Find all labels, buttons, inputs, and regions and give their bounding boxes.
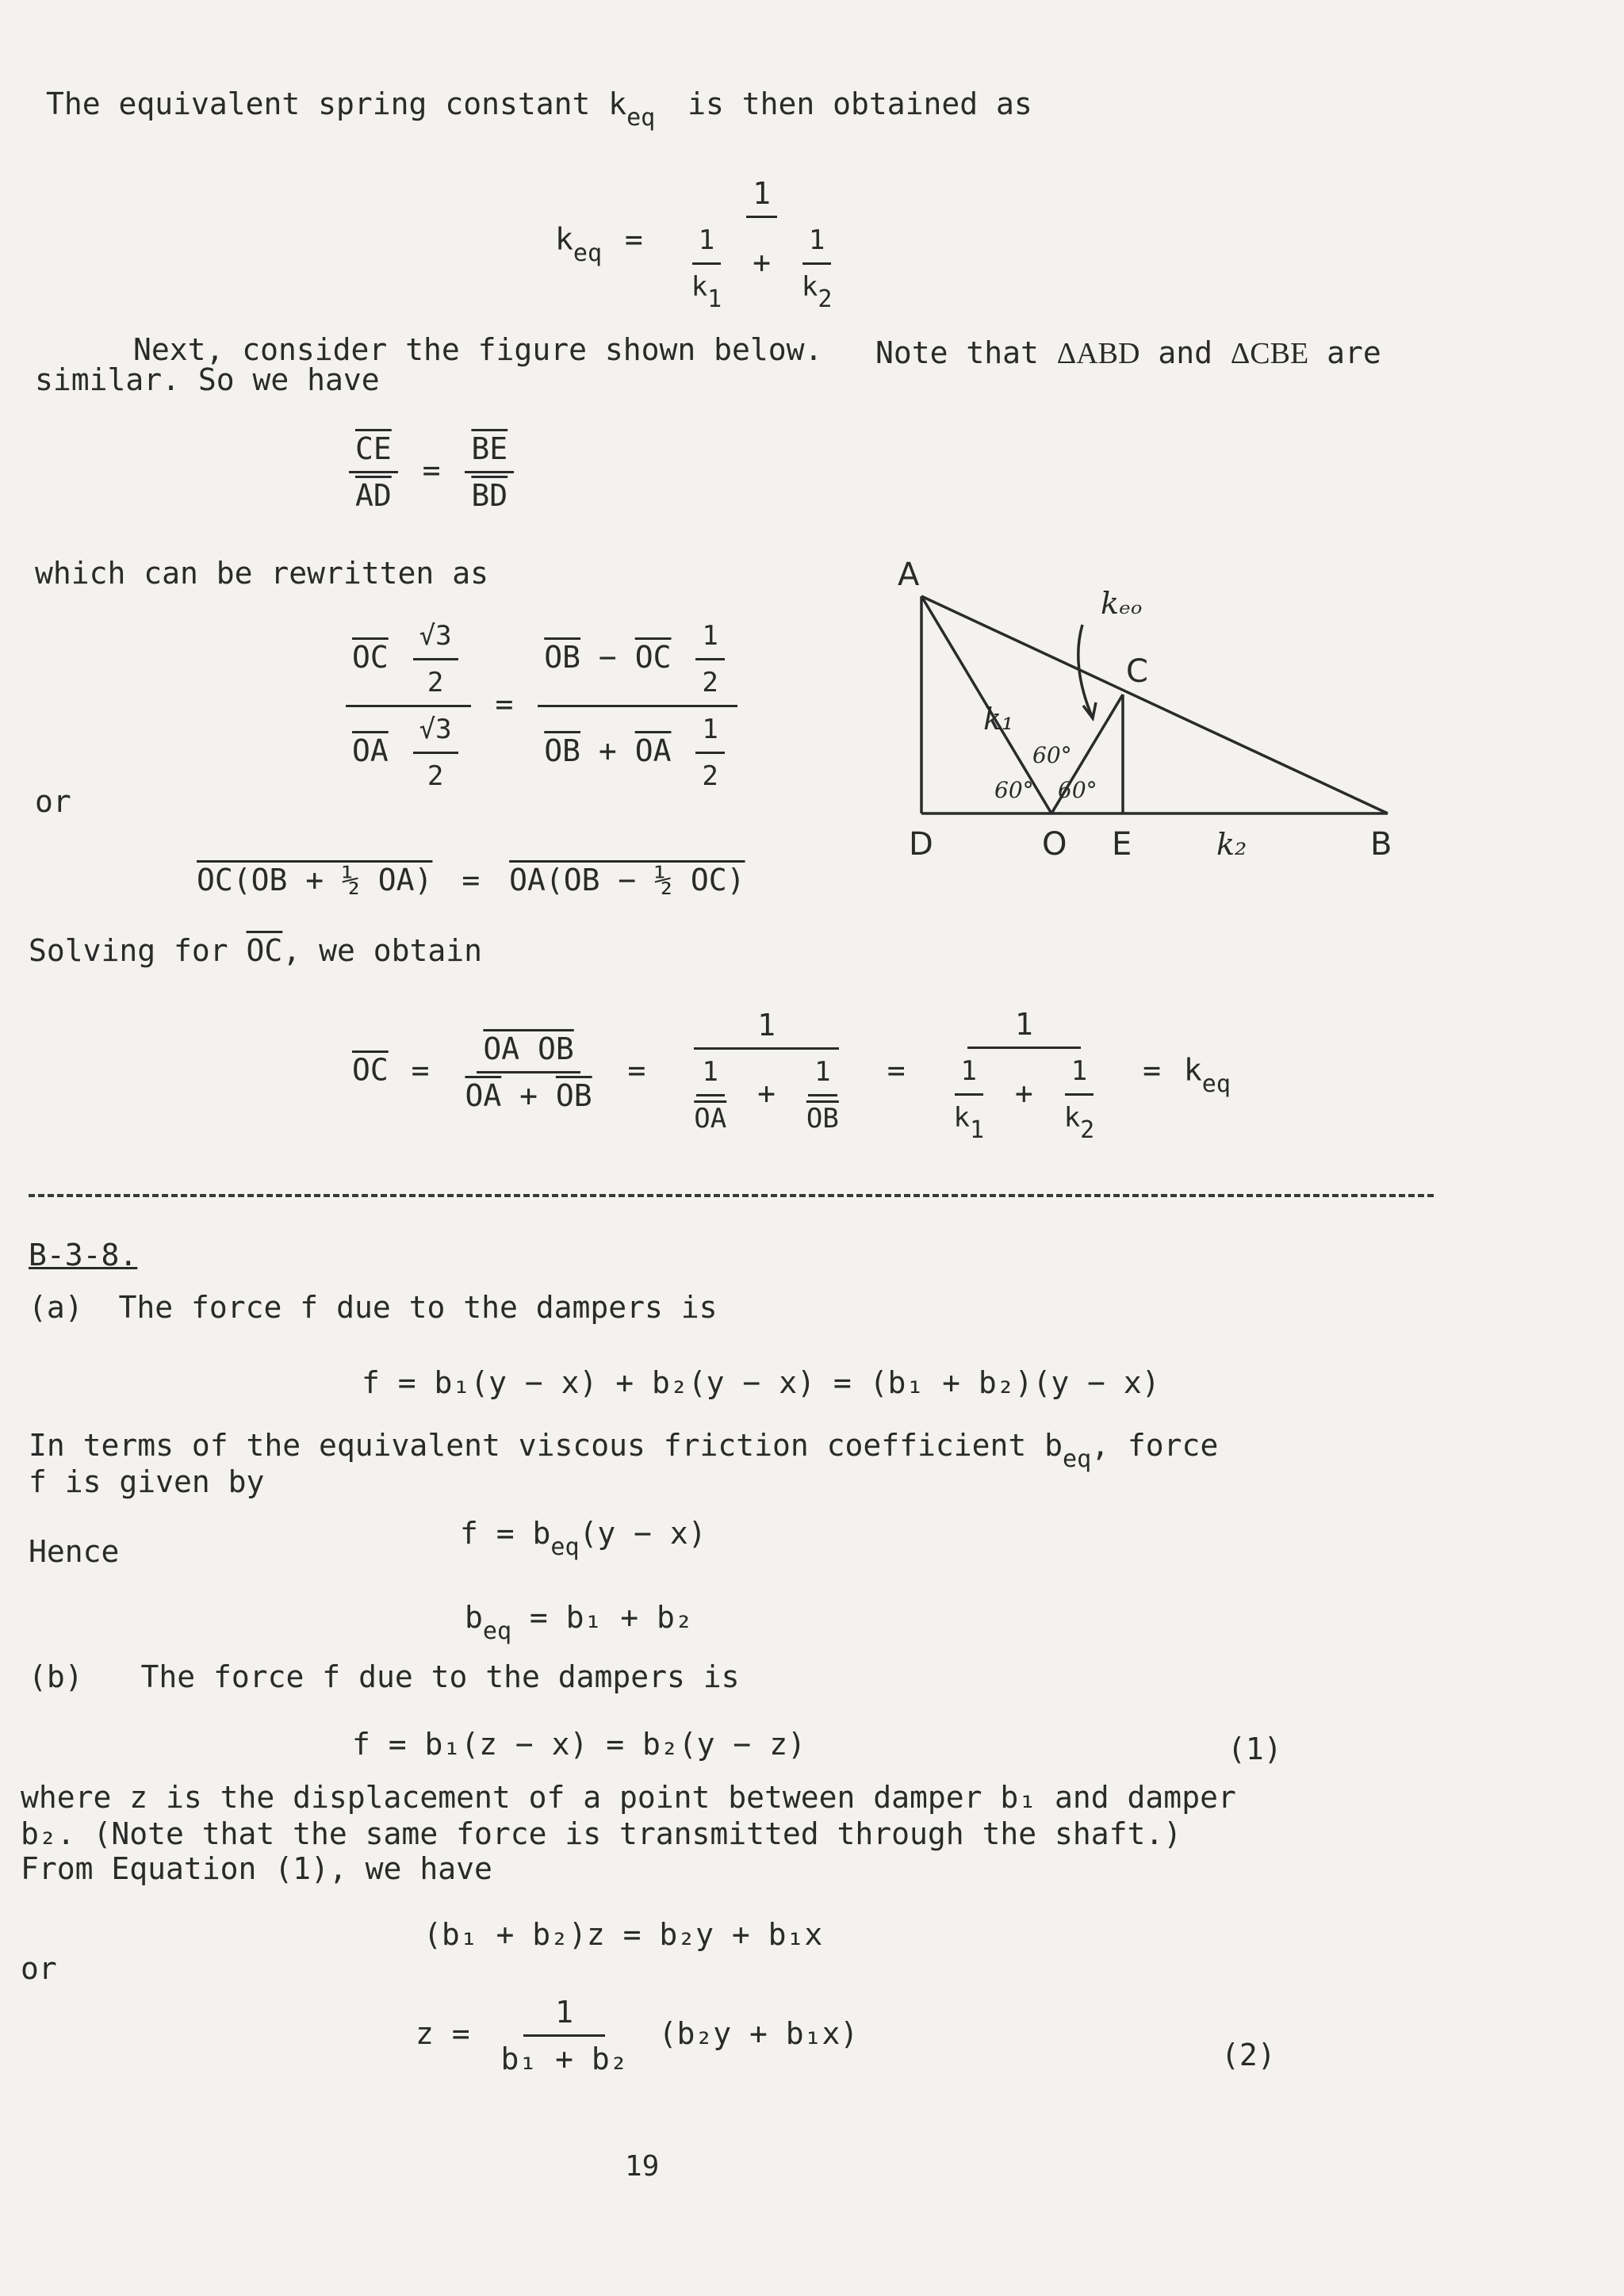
final-one-c: 1 [808,1054,837,1096]
part-b-eq1: f = b₁(z − x) = b₂(y − z) [352,1727,806,1762]
solving-post: , we obtain [282,933,482,968]
r2-ob-top: $\overline{OB}$ [544,640,581,675]
part-a-eq3-sub: eq [482,1617,512,1645]
final-one-d: 1 [967,1007,1081,1049]
k2-k: k [801,271,818,303]
section-divider [29,1194,1434,1197]
k2-sub: 2 [818,285,833,313]
r2-minus: − [598,640,617,675]
final-ob: $\overline{OB}$ [555,1077,592,1113]
r2-one-b: 1 [695,712,724,754]
product-left: OC(OB + ½ OA) [197,863,433,897]
ratio-bd: BD [471,478,508,513]
r2-ob-bot: $\overline{OB}$ [544,733,581,768]
triangle-abd: ΔABD [1056,337,1140,370]
ratio-equation: $\frac{\overline{CE}}{AD}$ = $\frac{\overline{BE}}{BD}$ [343,431,520,513]
angle-60-left: 60° [994,777,1034,803]
keq-fraction [672,176,852,313]
label-keq: kₑₒ [1101,586,1143,621]
part-a-eq1: f = b₁(y − x) + b₂(y − x) = (b₁ + b₂)(y − x) [362,1365,1160,1400]
note-text: Note that [875,335,1057,370]
final-oa-den: OA [694,1103,727,1135]
r2-oa: $\overline{OA}$ [352,733,389,768]
similar-text: similar. So we have [35,362,380,397]
label-o: O [1042,826,1067,863]
part-a-eq3-tail: = b₁ + b₂ [511,1600,693,1635]
final-k1-sub: 1 [969,1116,985,1144]
sqrt-ratio-equation: $\overline{OC}$ $\frac{√3}{2}$ $\overline{OA}$ $\frac{√3}{2}$ = $\overline{OB} - \overline{OC}$ $\frac{1}{2}$ $\overline{OB} + \overline{OA}$ $\frac{1}{2}$ [339,618,744,794]
solving-oc: $\overline{OC}$ [246,933,283,968]
label-k2: k₂ [1216,827,1247,862]
keq-sub: eq [573,239,603,267]
r2-sqrt3b: √3 [413,712,458,754]
part-b-line [29,1659,740,1695]
r2-one-a: 1 [695,618,724,660]
part-b-line4: From Equation (1), we have [21,1851,492,1886]
intro-tail: is then obtained as [688,86,1032,121]
part-a-text: The force f due to the dampers is [118,1290,718,1325]
next-text: Next, consider the figure shown below. [133,332,823,367]
r2-sqrt3a: √3 [413,618,458,660]
r2-oa-bot: $\overline{OA}$ [634,733,672,768]
final-oa: $\overline{OA}$ [465,1077,502,1113]
label-b: B [1370,826,1392,863]
part-b-eq3 [416,1995,858,2076]
part-a-line2 [29,1427,1219,1473]
part-a-line2-text: In terms of the equivalent viscous friction coefficient b [29,1428,1063,1463]
label-a: A [898,557,920,593]
part-a-line2-tail: , force [1091,1428,1219,1463]
part-b-eq3-den: b₁ + b₂ [500,2042,628,2076]
next-line2 [35,362,380,398]
or-text-2: or [21,1951,57,1986]
r2-two-b: 2 [427,760,444,792]
final-keq: k [1183,1052,1202,1088]
r2-oc: $\overline{OC}$ [352,640,389,675]
part-a-eq2 [460,1516,707,1561]
rewritten-text: which can be rewritten as [35,556,488,591]
keq-den: $\frac{1}{k1}$ + $\frac{1}{k2}$ [691,224,833,313]
part-a-line [29,1289,718,1326]
final-equation: $\overline{OC}$ = $\frac{\text{OA OB}}{\overline{OA} + \overline{OB}}$ = 1 $\frac{1}{OA}$ + $\frac{1}{OB}$ = 1 $\frac{1}{k1}$ + $\frac{1}{k2}$ = $k_{eq}$ [352,1007,1231,1144]
k2-num: 1 [802,223,831,265]
part-b-line3: b₂. (Note that the same force is transmitted through the shaft.) [21,1816,1182,1851]
r2-two-d: 2 [702,760,718,792]
ratio-ce: $\overline{CE}$ [349,431,398,473]
final-one-b: 1 [696,1054,725,1096]
part-a-line3: f is given by [29,1464,265,1499]
product-equation: OC(OB + ½ OA) = OA(OB − ½ OC) [197,863,745,897]
part-a-line2-sub: eq [1063,1445,1092,1473]
final-oaob: OA OB [477,1031,580,1073]
eq-number-2: (2) [1221,2038,1276,2072]
part-a-eq2-tail: (y − x) [579,1516,707,1551]
k1-num: 1 [692,223,721,265]
k1-k: k [691,271,708,303]
solving-pre: Solving for [29,933,247,968]
label-c: C [1126,653,1148,690]
part-b-text: The force f due to the dampers is [140,1659,740,1694]
keq-num: 1 [746,176,777,218]
final-ob-den: OB [806,1103,839,1135]
ratio-ad: AD [355,478,392,513]
final-oc: $\overline{OC}$ [352,1052,389,1088]
intro-line [46,86,1032,132]
part-b-line2: where z is the displacement of a point between damper b₁ and damper [21,1780,1236,1815]
section-heading: B-3-8. [29,1238,138,1272]
part-b-label: (b) [29,1659,83,1694]
part-a-eq3 [465,1600,693,1645]
label-d: D [909,826,933,863]
part-b-eq3-lhs: z = [416,2016,470,2051]
label-e: E [1112,826,1132,863]
eq-number-1: (1) [1228,1732,1282,1766]
and-text: and [1139,335,1231,370]
keq-equation: $k_{eq}$ = 1 $\frac{1}{k1}$ + $\frac{1}{k2}$ [555,176,857,306]
angle-60-top: 60° [1032,742,1072,768]
final-one-f: 1 [1065,1054,1094,1096]
triangle-cbe: ΔCBE [1230,337,1309,370]
solving-text [29,932,482,969]
part-a-eq2-sub: eq [550,1533,580,1561]
k1-sub: 1 [707,285,722,313]
intro-sub: eq [626,104,656,132]
final-one-e: 1 [955,1054,983,1096]
page-number: 19 [625,2150,660,2183]
ratio-be: $\overline{BE}$ [465,431,514,473]
final-k2-sub: 2 [1080,1116,1095,1144]
final-keq-sub: eq [1201,1070,1231,1098]
final-k1: k [953,1102,970,1134]
triangle-figure [888,555,1427,888]
keq-symbol: k [555,221,573,257]
part-b-eq3-num: 1 [523,1995,605,2037]
are-text: are [1308,335,1381,370]
label-k1: k₁ [983,702,1014,737]
next-line1b [875,335,1381,372]
part-a-label: (a) [29,1290,83,1325]
r2-plus: + [598,733,617,768]
hence-text: Hence [29,1534,120,1569]
part-a-eq3-b: b [465,1600,483,1635]
r2-two-a: 2 [427,667,444,698]
product-right: OA(OB − ½ OC) [509,863,745,897]
final-one-a: 1 [694,1008,839,1050]
part-b-eq3-rhs: (b₂y + b₁x) [658,2016,859,2051]
final-k2: k [1063,1102,1081,1134]
part-b-eq2: (b₁ + b₂)z = b₂y + b₁x [423,1917,823,1952]
angle-60-right: 60° [1058,777,1097,803]
r2-two-c: 2 [702,667,718,698]
or-text-1: or [35,784,71,819]
r2-oc-top: $\overline{OC}$ [634,640,672,675]
part-a-eq2-f: f = b [460,1516,551,1551]
intro-text: The equivalent spring constant k [46,86,627,121]
